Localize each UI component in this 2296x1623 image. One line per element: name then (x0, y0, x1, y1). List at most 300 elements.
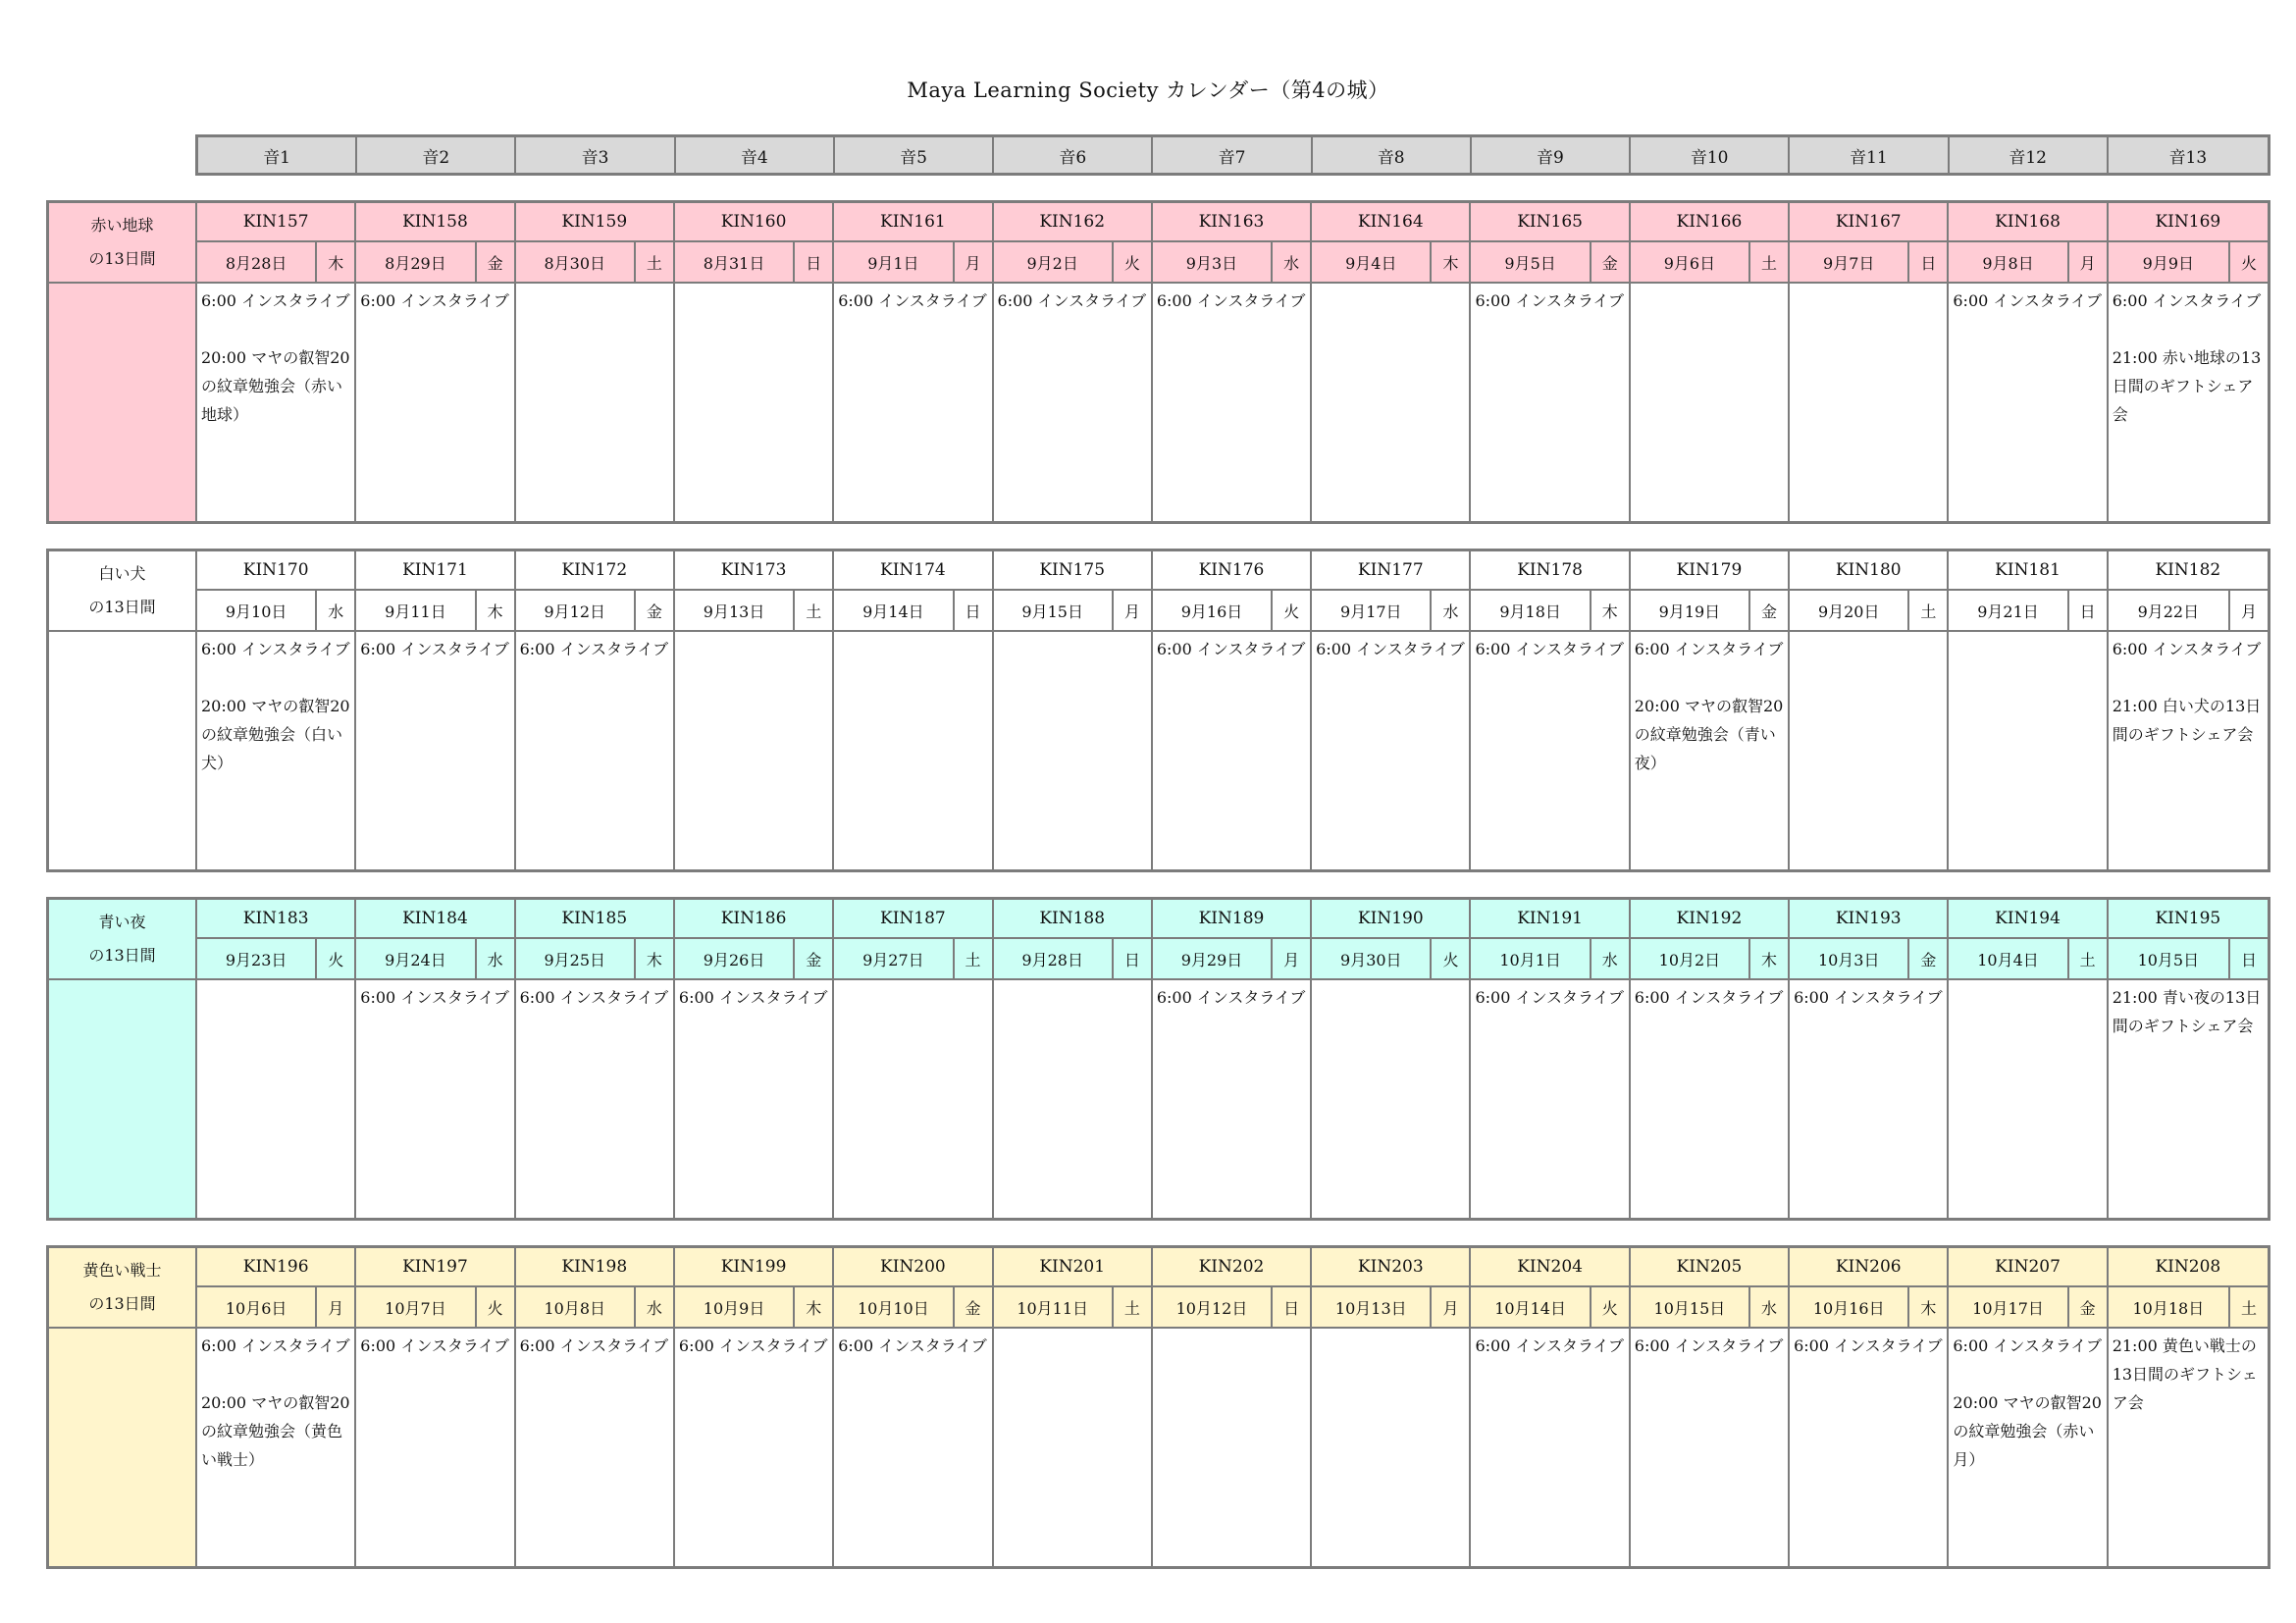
event-text: 6:00 インスタライブ (1156, 291, 1306, 310)
kin-number: KIN161 (834, 203, 993, 242)
weekday: 水 (634, 1287, 673, 1327)
kin-number: KIN202 (1153, 1248, 1312, 1287)
weekday: 木 (1907, 1287, 1947, 1327)
event-cell (516, 1329, 675, 1566)
event-cell (197, 980, 356, 1218)
kin-number: KIN195 (2109, 900, 2268, 939)
event-cell (834, 980, 993, 1218)
event-cell (356, 284, 515, 521)
event-text: 6:00 インスタライブ (1475, 988, 1625, 1007)
date: 9月20日 (1817, 602, 1880, 621)
wave-color-band (49, 632, 197, 869)
event-text: 20:00 マヤの叡智20の紋章勉強会（白い犬） (201, 697, 350, 772)
kin-number: KIN167 (1790, 203, 1949, 242)
kin-number: KIN182 (2109, 551, 2268, 591)
event-cell (675, 284, 834, 521)
date: 9月22日 (2137, 602, 2200, 621)
weekday: 月 (1430, 1287, 1469, 1327)
weekday: 水 (475, 939, 514, 978)
weekday: 木 (793, 1287, 832, 1327)
date: 9月5日 (1504, 253, 1556, 273)
event-text: 6:00 インスタライブ (1156, 640, 1306, 658)
event-cell (675, 1329, 834, 1566)
tone-header-cell: 音11 (1790, 137, 1949, 173)
weekday: 日 (2228, 939, 2268, 978)
event-text: 6:00 インスタライブ (1316, 640, 1465, 658)
event-cell (1153, 632, 1312, 869)
weekday: 火 (1430, 939, 1469, 978)
kin-number: KIN208 (2109, 1248, 2268, 1287)
weekday: 火 (315, 939, 354, 978)
date: 9月8日 (1982, 253, 2034, 273)
date: 9月13日 (703, 602, 765, 621)
event-text: 6:00 インスタライブ (1794, 988, 1943, 1007)
wave-name-line: の13日間 (88, 598, 156, 616)
wave-color-band (49, 1329, 197, 1566)
kin-number: KIN190 (1312, 900, 1471, 939)
tone-header-cell: 音2 (357, 137, 516, 173)
event-cell (1949, 980, 2108, 1218)
wave-color-band (49, 284, 197, 521)
date: 9月3日 (1185, 253, 1238, 273)
event-spacer (1635, 663, 1786, 692)
weekday: 水 (1748, 1287, 1788, 1327)
tone-header-cell: 音9 (1472, 137, 1631, 173)
tone-header-cell: 音3 (516, 137, 675, 173)
wave-name (49, 203, 197, 284)
date-cell (675, 939, 834, 980)
date-cell (1471, 591, 1630, 632)
weekday: 日 (1271, 1287, 1310, 1327)
event-text: 6:00 インスタライブ (838, 291, 987, 310)
weekday: 金 (475, 242, 514, 282)
kin-number: KIN165 (1471, 203, 1630, 242)
event-text: 6:00 インスタライブ (360, 640, 509, 658)
date: 10月3日 (1817, 950, 1880, 969)
kin-number: KIN193 (1790, 900, 1949, 939)
weekday: 日 (1112, 939, 1151, 978)
event-cell (1790, 980, 1949, 1218)
weekday: 土 (1748, 242, 1788, 282)
weekday: 金 (793, 939, 832, 978)
event-text: 6:00 インスタライブ (1156, 988, 1306, 1007)
weekday: 月 (315, 1287, 354, 1327)
date-cell (994, 591, 1153, 632)
date: 10月1日 (1499, 950, 1561, 969)
kin-number: KIN189 (1153, 900, 1312, 939)
kin-number: KIN174 (834, 551, 993, 591)
event-text: 20:00 マヤの叡智20の紋章勉強会（黄色い戦士） (201, 1393, 350, 1469)
wave-name-line: 白い犬 (98, 564, 146, 583)
date: 9月14日 (862, 602, 924, 621)
kin-number: KIN197 (356, 1248, 515, 1287)
wave-name-line: の13日間 (88, 1294, 156, 1313)
date-cell (1790, 242, 1949, 284)
date: 9月12日 (544, 602, 606, 621)
event-cell (356, 980, 515, 1218)
event-cell (1631, 1329, 1790, 1566)
weekday: 月 (953, 242, 992, 282)
event-cell (516, 632, 675, 869)
weekday: 土 (953, 939, 992, 978)
weekday: 金 (1590, 242, 1629, 282)
event-text: 6:00 インスタライブ (1634, 640, 1784, 658)
event-spacer (201, 315, 352, 343)
event-cell (1153, 1329, 1312, 1566)
date: 8月29日 (385, 253, 446, 273)
event-cell (994, 284, 1153, 521)
date: 9月16日 (1180, 602, 1243, 621)
event-text: 6:00 インスタライブ (678, 1336, 828, 1355)
kin-number: KIN188 (994, 900, 1153, 939)
date: 10月6日 (225, 1298, 287, 1318)
page-title: Maya Learning Society カレンダー（第4の城） (907, 79, 1389, 102)
event-cell (1312, 1329, 1471, 1566)
weekday: 土 (2067, 939, 2107, 978)
date: 10月15日 (1653, 1298, 1726, 1318)
kin-number: KIN204 (1471, 1248, 1630, 1287)
kin-number: KIN179 (1631, 551, 1790, 591)
weekday: 月 (2228, 591, 2268, 630)
event-text: 6:00 インスタライブ (2112, 291, 2262, 310)
wave-name-line: の13日間 (88, 249, 156, 268)
event-cell (1312, 980, 1471, 1218)
date-cell (197, 242, 356, 284)
event-cell (1631, 632, 1790, 869)
wave-name (49, 1248, 197, 1329)
event-text: 6:00 インスタライブ (2112, 640, 2262, 658)
event-cell (834, 284, 993, 521)
weekday: 土 (1907, 591, 1947, 630)
tone-header-cell: 音5 (835, 137, 994, 173)
kin-number: KIN164 (1312, 203, 1471, 242)
wave-name-line: 黄色い戦士 (82, 1261, 162, 1280)
event-text: 6:00 インスタライブ (838, 1336, 987, 1355)
date: 10月16日 (1812, 1298, 1885, 1318)
weekday: 火 (1112, 242, 1151, 282)
date-cell (197, 591, 356, 632)
kin-number: KIN187 (834, 900, 993, 939)
weekday: 月 (1112, 591, 1151, 630)
date: 9月23日 (225, 950, 287, 969)
event-text: 20:00 マヤの叡智20の紋章勉強会（赤い月） (1953, 1393, 2102, 1469)
event-cell (994, 980, 1153, 1218)
date: 10月4日 (1977, 950, 2039, 969)
date: 9月15日 (1021, 602, 1083, 621)
weekday: 水 (315, 591, 354, 630)
event-cell (1153, 284, 1312, 521)
event-cell (1471, 980, 1630, 1218)
date-cell (675, 1287, 834, 1329)
date-cell (2109, 591, 2268, 632)
weekday: 木 (1590, 591, 1629, 630)
event-cell (2109, 284, 2268, 521)
date-cell (1631, 939, 1790, 980)
kin-number: KIN207 (1949, 1248, 2108, 1287)
event-text: 21:00 青い夜の13日間のギフトシェア会 (2112, 988, 2262, 1035)
date-cell (197, 1287, 356, 1329)
event-spacer (2113, 315, 2266, 343)
event-text: 6:00 インスタライブ (1794, 1336, 1943, 1355)
kin-number: KIN199 (675, 1248, 834, 1287)
wave-name-line: の13日間 (88, 946, 156, 965)
date: 9月21日 (1977, 602, 2039, 621)
kin-number: KIN177 (1312, 551, 1471, 591)
date: 9月10日 (225, 602, 287, 621)
date: 9月28日 (1021, 950, 1083, 969)
kin-number: KIN181 (1949, 551, 2108, 591)
tone-header-cell: 音4 (676, 137, 835, 173)
event-cell (1949, 632, 2108, 869)
weekday: 木 (315, 242, 354, 282)
event-cell (994, 632, 1153, 869)
date: 10月12日 (1175, 1298, 1248, 1318)
date: 9月19日 (1658, 602, 1721, 621)
date-cell (675, 591, 834, 632)
kin-number: KIN169 (2109, 203, 2268, 242)
kin-number: KIN172 (516, 551, 675, 591)
kin-number: KIN191 (1471, 900, 1630, 939)
tone-header-cell: 音10 (1631, 137, 1790, 173)
date-cell (1790, 1287, 1949, 1329)
kin-number: KIN186 (675, 900, 834, 939)
weekday: 木 (634, 939, 673, 978)
tone-header-cell: 音1 (198, 137, 357, 173)
date-cell (1471, 939, 1630, 980)
weekday: 土 (1112, 1287, 1151, 1327)
event-spacer (2113, 663, 2266, 692)
date-cell (834, 939, 993, 980)
event-cell (2109, 1329, 2268, 1566)
weekday: 日 (793, 242, 832, 282)
event-text: 6:00 インスタライブ (360, 988, 509, 1007)
date: 10月14日 (1494, 1298, 1566, 1318)
date-cell (1153, 1287, 1312, 1329)
kin-number: KIN157 (197, 203, 356, 242)
event-cell (356, 1329, 515, 1566)
date-cell (834, 242, 993, 284)
date: 9月27日 (862, 950, 924, 969)
event-cell (197, 632, 356, 869)
date-cell (516, 242, 675, 284)
date-cell (2109, 242, 2268, 284)
weekday: 金 (2067, 1287, 2107, 1327)
date: 10月5日 (2137, 950, 2200, 969)
event-text: 6:00 インスタライブ (519, 988, 669, 1007)
date-cell (1949, 939, 2108, 980)
weekday: 月 (1271, 939, 1310, 978)
kin-number: KIN163 (1153, 203, 1312, 242)
event-cell (1471, 1329, 1630, 1566)
event-cell (1312, 284, 1471, 521)
date: 9月2日 (1026, 253, 1078, 273)
event-text: 6:00 インスタライブ (201, 1336, 350, 1355)
event-text: 6:00 インスタライブ (519, 640, 669, 658)
event-text: 6:00 インスタライブ (1953, 291, 2102, 310)
date: 10月2日 (1658, 950, 1721, 969)
event-text: 6:00 インスタライブ (360, 291, 509, 310)
date-cell (994, 242, 1153, 284)
event-text: 6:00 インスタライブ (201, 640, 350, 658)
date-cell (1631, 1287, 1790, 1329)
event-text: 6:00 インスタライブ (678, 988, 828, 1007)
date-cell (197, 939, 356, 980)
date-cell (1949, 1287, 2108, 1329)
weekday: 金 (1907, 939, 1947, 978)
kin-number: KIN173 (675, 551, 834, 591)
weekday: 水 (1271, 242, 1310, 282)
event-cell (356, 632, 515, 869)
event-text: 6:00 インスタライブ (519, 1336, 669, 1355)
kin-number: KIN183 (197, 900, 356, 939)
weekday: 金 (634, 591, 673, 630)
date-cell (1312, 1287, 1471, 1329)
kin-number: KIN170 (197, 551, 356, 591)
event-cell (1790, 284, 1949, 521)
date: 10月8日 (544, 1298, 606, 1318)
tone-header-cell: 音7 (1153, 137, 1312, 173)
date: 9月29日 (1180, 950, 1243, 969)
wave-name-line: 赤い地球 (90, 216, 154, 235)
tone-header-cell: 音12 (1950, 137, 2109, 173)
kin-number: KIN194 (1949, 900, 2108, 939)
kin-number: KIN180 (1790, 551, 1949, 591)
kin-number: KIN160 (675, 203, 834, 242)
date-cell (516, 1287, 675, 1329)
event-text: 6:00 インスタライブ (1475, 640, 1625, 658)
wave-block (46, 1245, 2270, 1569)
date: 8月28日 (225, 253, 287, 273)
event-cell (1631, 284, 1790, 521)
date-cell (1312, 242, 1471, 284)
event-cell (1471, 284, 1630, 521)
date-cell (356, 242, 515, 284)
event-spacer (201, 1360, 352, 1388)
weekday: 水 (1430, 591, 1469, 630)
kin-number: KIN196 (197, 1248, 356, 1287)
event-text: 6:00 インスタライブ (1475, 1336, 1625, 1355)
weekday: 木 (1430, 242, 1469, 282)
event-text: 6:00 インスタライブ (360, 1336, 509, 1355)
event-cell (994, 1329, 1153, 1566)
tone-header-cell: 音6 (994, 137, 1153, 173)
date-cell (1790, 939, 1949, 980)
event-text: 6:00 インスタライブ (1475, 291, 1625, 310)
weekday: 木 (1748, 939, 1788, 978)
weekday: 火 (1590, 1287, 1629, 1327)
date: 10月13日 (1334, 1298, 1407, 1318)
event-text: 21:00 赤い地球の13日間のギフトシェア会 (2112, 348, 2262, 424)
date-cell (1949, 591, 2108, 632)
kin-number: KIN200 (834, 1248, 993, 1287)
event-cell (675, 980, 834, 1218)
weekday: 水 (1590, 939, 1629, 978)
event-text: 20:00 マヤの叡智20の紋章勉強会（青い夜） (1634, 697, 1784, 772)
date-cell (1312, 591, 1471, 632)
event-cell (197, 284, 356, 521)
date: 9月4日 (1345, 253, 1397, 273)
date-cell (516, 591, 675, 632)
event-cell (197, 1329, 356, 1566)
event-cell (2109, 980, 2268, 1218)
kin-number: KIN201 (994, 1248, 1153, 1287)
date-cell (1631, 242, 1790, 284)
kin-number: KIN206 (1790, 1248, 1949, 1287)
kin-number: KIN192 (1631, 900, 1790, 939)
kin-number: KIN159 (516, 203, 675, 242)
date-cell (1790, 591, 1949, 632)
date: 8月30日 (544, 253, 606, 273)
event-cell (834, 1329, 993, 1566)
weekday: 日 (2067, 591, 2107, 630)
date: 9月25日 (544, 950, 606, 969)
date: 9月18日 (1499, 602, 1561, 621)
event-text: 6:00 インスタライブ (201, 291, 350, 310)
date-cell (356, 1287, 515, 1329)
date-cell (834, 591, 993, 632)
date: 10月10日 (858, 1298, 929, 1318)
date-cell (1471, 1287, 1630, 1329)
date: 10月18日 (2132, 1298, 2205, 1318)
wave-name (49, 900, 197, 980)
event-text: 6:00 インスタライブ (997, 291, 1147, 310)
kin-number: KIN175 (994, 551, 1153, 591)
date: 10月17日 (1972, 1298, 2044, 1318)
kin-number: KIN185 (516, 900, 675, 939)
kin-number: KIN171 (356, 551, 515, 591)
wave-name-line: 青い夜 (98, 913, 146, 931)
weekday: 金 (953, 1287, 992, 1327)
weekday: 金 (1748, 591, 1788, 630)
event-spacer (201, 663, 352, 692)
date: 9月11日 (385, 602, 446, 621)
date: 9月24日 (385, 950, 446, 969)
event-cell (1949, 1329, 2108, 1566)
weekday: 木 (475, 591, 514, 630)
date: 10月11日 (1017, 1298, 1089, 1318)
event-cell (1631, 980, 1790, 1218)
date-cell (994, 1287, 1153, 1329)
date: 9月6日 (1663, 253, 1716, 273)
date: 9月9日 (2142, 253, 2195, 273)
event-text: 6:00 インスタライブ (1634, 1336, 1784, 1355)
event-text: 21:00 白い犬の13日間のギフトシェア会 (2112, 697, 2262, 744)
date-cell (834, 1287, 993, 1329)
wave-name (49, 551, 197, 632)
tone-header-cell: 音13 (2168, 147, 2208, 168)
event-text: 6:00 インスタライブ (1953, 1336, 2102, 1355)
date-cell (516, 939, 675, 980)
event-cell (1790, 1329, 1949, 1566)
weekday: 土 (634, 242, 673, 282)
date: 10月7日 (385, 1298, 446, 1318)
date-cell (1631, 591, 1790, 632)
wave-block (46, 200, 2270, 524)
date: 9月17日 (1340, 602, 1402, 621)
date-cell (1153, 242, 1312, 284)
event-text: 21:00 黄色い戦士の13日間のギフトシェア会 (2112, 1336, 2258, 1412)
kin-number: KIN168 (1949, 203, 2108, 242)
date: 10月9日 (703, 1298, 765, 1318)
event-text: 20:00 マヤの叡智20の紋章勉強会（赤い地球） (201, 348, 350, 424)
date-cell (675, 242, 834, 284)
kin-number: KIN178 (1471, 551, 1630, 591)
date: 9月7日 (1823, 253, 1875, 273)
date-cell (1312, 939, 1471, 980)
event-cell (2109, 632, 2268, 869)
date: 9月26日 (703, 950, 765, 969)
weekday: 火 (475, 1287, 514, 1327)
